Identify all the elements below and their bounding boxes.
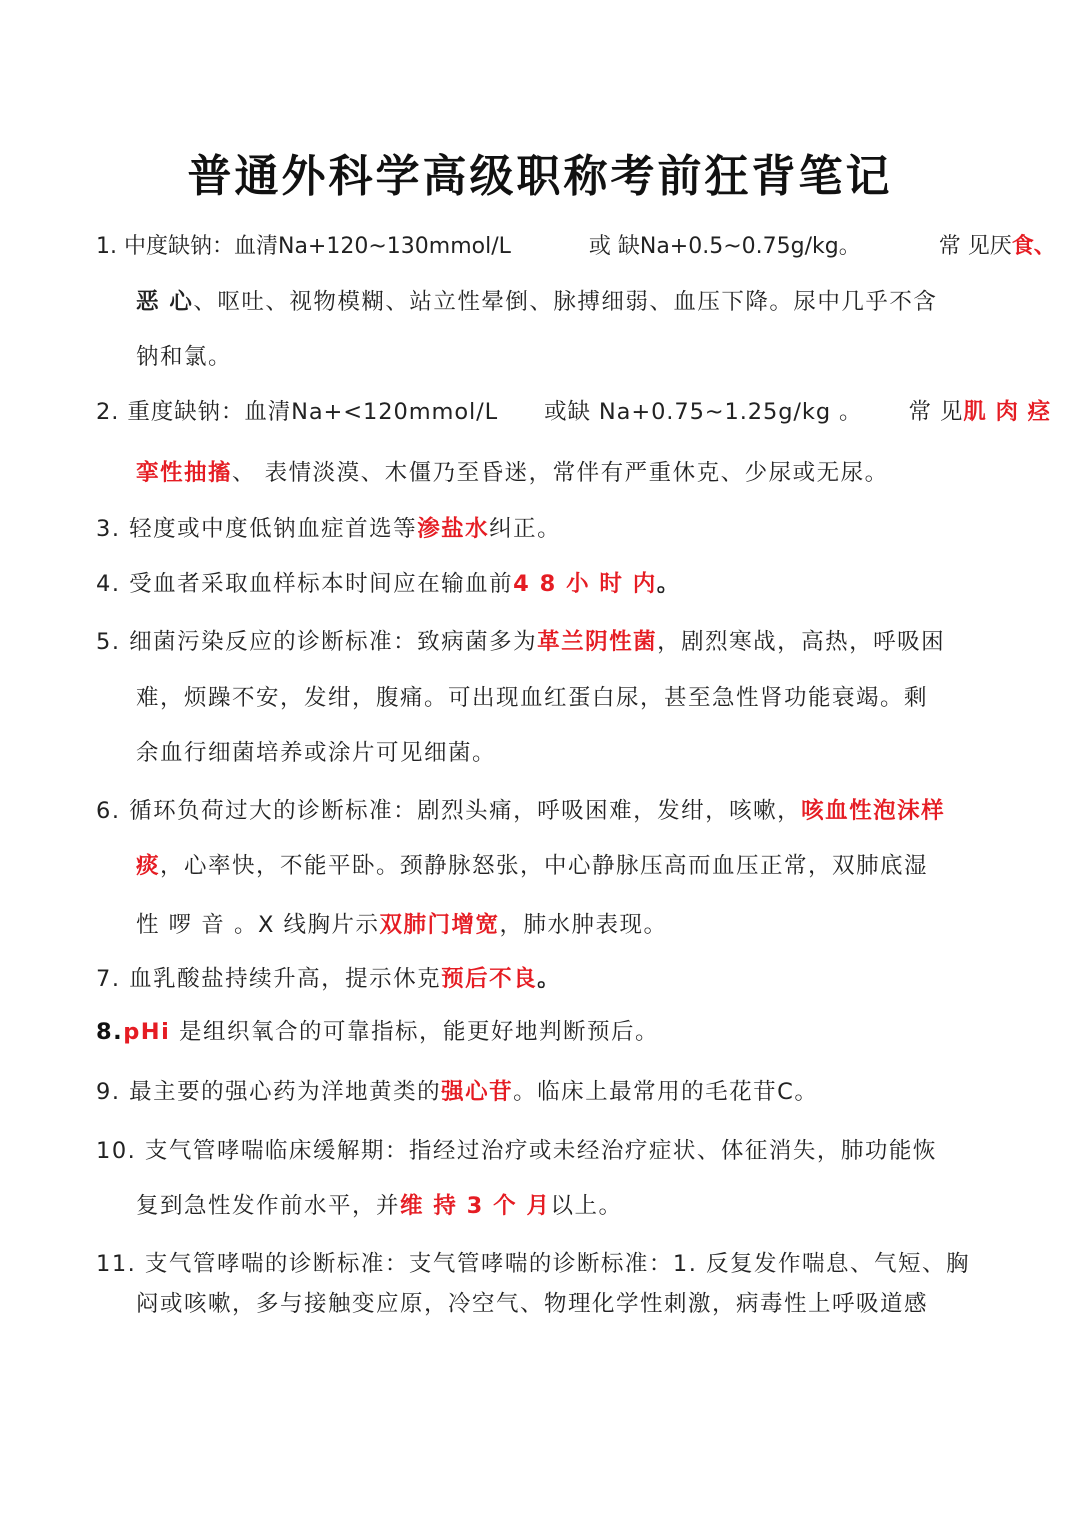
item-6-line-2	[136, 851, 928, 881]
item-6-highlight: 咳血性泡沫样	[801, 798, 946, 824]
item-9-text: 。临床上最常用的毛花苷C。	[513, 1079, 819, 1105]
item-6-text: ，心率快，不能平卧。颈静脉怒张，中心静脉压高而血压正常，双肺底湿	[160, 853, 929, 879]
item-1-line-3	[136, 342, 232, 372]
item-10-line-2	[136, 1191, 623, 1221]
item-6-text: ，肺水肿表现。	[499, 912, 668, 938]
item-5-line-3	[136, 738, 496, 768]
item-5-text: 余血行细菌培养或涂片可见细菌。	[136, 740, 497, 766]
item-5-line-1	[96, 627, 945, 657]
item-1-line-2	[136, 287, 937, 317]
item-10-line-1	[96, 1136, 937, 1166]
item-10-text: 以上。	[550, 1193, 623, 1219]
page-title: 普通外科学高级职称考前狂背笔记	[187, 151, 893, 202]
item-3	[96, 514, 561, 544]
item-4-text: 4. 受血者采取血样标本时间应在输血前	[96, 571, 514, 597]
item-10-text: 复到急性发作前水平，并	[136, 1193, 401, 1219]
item-7-text: 7. 血乳酸盐持续升高，提示休克	[96, 966, 442, 992]
item-8	[96, 1017, 659, 1047]
item-7-highlight: 预后不良	[441, 966, 538, 992]
item-2-line-1	[96, 397, 1051, 427]
item-6-line-1	[96, 796, 945, 826]
item-2-highlight: 肌 肉 痉	[963, 399, 1051, 425]
item-5-text: ，剧烈寒战，高热，呼吸困	[657, 629, 946, 655]
item-8-highlight: pHi	[123, 1019, 171, 1045]
item-7	[96, 964, 561, 994]
item-1-highlight: 食、	[1011, 234, 1056, 259]
item-2-text: 常 见	[908, 399, 964, 425]
item-2-highlight: 挛性抽搐	[136, 460, 233, 486]
item-10-text: 10. 支气管哮喘临床缓解期：指经过治疗或未经治疗症状、体征消失，肺功能恢	[96, 1138, 937, 1164]
item-4-text: 。	[656, 571, 681, 597]
item-4-highlight: 4 8 小 时 内	[513, 571, 657, 597]
item-3-text: 3. 轻度或中度低钠血症首选等	[96, 516, 418, 542]
item-8-number: 8.	[96, 1019, 124, 1045]
item-11-line-2	[136, 1289, 928, 1319]
item-11-text: 11. 支气管哮喘的诊断标准：支气管哮喘的诊断标准：1. 反复发作喘息、气短、胸	[96, 1251, 971, 1277]
item-6-text: 性 啰 音 。X 线胸片示	[136, 912, 380, 938]
item-10-highlight: 维 持 3 个 月	[400, 1193, 551, 1219]
item-3-highlight: 渗盐水	[417, 516, 490, 542]
item-1-text: 、呕吐、视物模糊、站立性晕倒、脉搏细弱、血压下降。尿中几乎不含	[193, 289, 938, 315]
item-1-text: 或 缺Na+0.5~0.75g/kg。	[588, 234, 861, 259]
item-6-highlight: 双肺门增宽	[379, 912, 500, 938]
item-5-text: 5. 细菌污染反应的诊断标准：致病菌多为	[96, 629, 538, 655]
item-5-line-2	[136, 683, 928, 713]
item-5-highlight: 革兰阴性菌	[537, 629, 658, 655]
item-3-text: 纠正。	[489, 516, 562, 542]
item-1-text: 1. 中度缺钠：血清Na+120~130mmol/L	[96, 234, 511, 259]
item-6-text: 6. 循环负荷过大的诊断标准：剧烈头痛，呼吸困难，发绀，咳嗽，	[96, 798, 802, 824]
item-6-line-3	[136, 910, 668, 940]
item-2-text: 2. 重度缺钠：血清Na+<120mmol/L	[96, 399, 499, 425]
item-1-bold: 恶 心	[136, 289, 194, 315]
item-9-highlight: 强心苷	[441, 1079, 514, 1105]
item-1-text: 钠和氯。	[136, 344, 233, 370]
item-7-text: 。	[537, 966, 562, 992]
item-1-line-1	[96, 232, 1056, 262]
item-9	[96, 1077, 818, 1107]
item-11-line-1	[96, 1249, 970, 1279]
item-2-text: 或缺 Na+0.75~1.25g/kg 。	[544, 399, 863, 425]
item-2-line-2	[136, 458, 889, 488]
item-11-text: 闷或咳嗽，多与接触变应原，冷空气、物理化学性刺激，病毒性上呼吸道感	[136, 1291, 929, 1317]
item-8-text: 是组织氧合的可靠指标，能更好地判断预后。	[170, 1019, 660, 1045]
item-2-text: 、 表情淡漠、木僵乃至昏迷，常伴有严重休克、少尿或无尿。	[232, 460, 889, 486]
item-5-text: 难，烦躁不安，发绀，腹痛。可出现血红蛋白尿，甚至急性肾功能衰竭。剩	[136, 685, 929, 711]
item-9-text: 9. 最主要的强心药为洋地黄类的	[96, 1079, 442, 1105]
item-4	[96, 569, 681, 599]
item-6-highlight: 痰	[136, 853, 161, 879]
item-1-text: 常 见厌	[938, 234, 1012, 259]
